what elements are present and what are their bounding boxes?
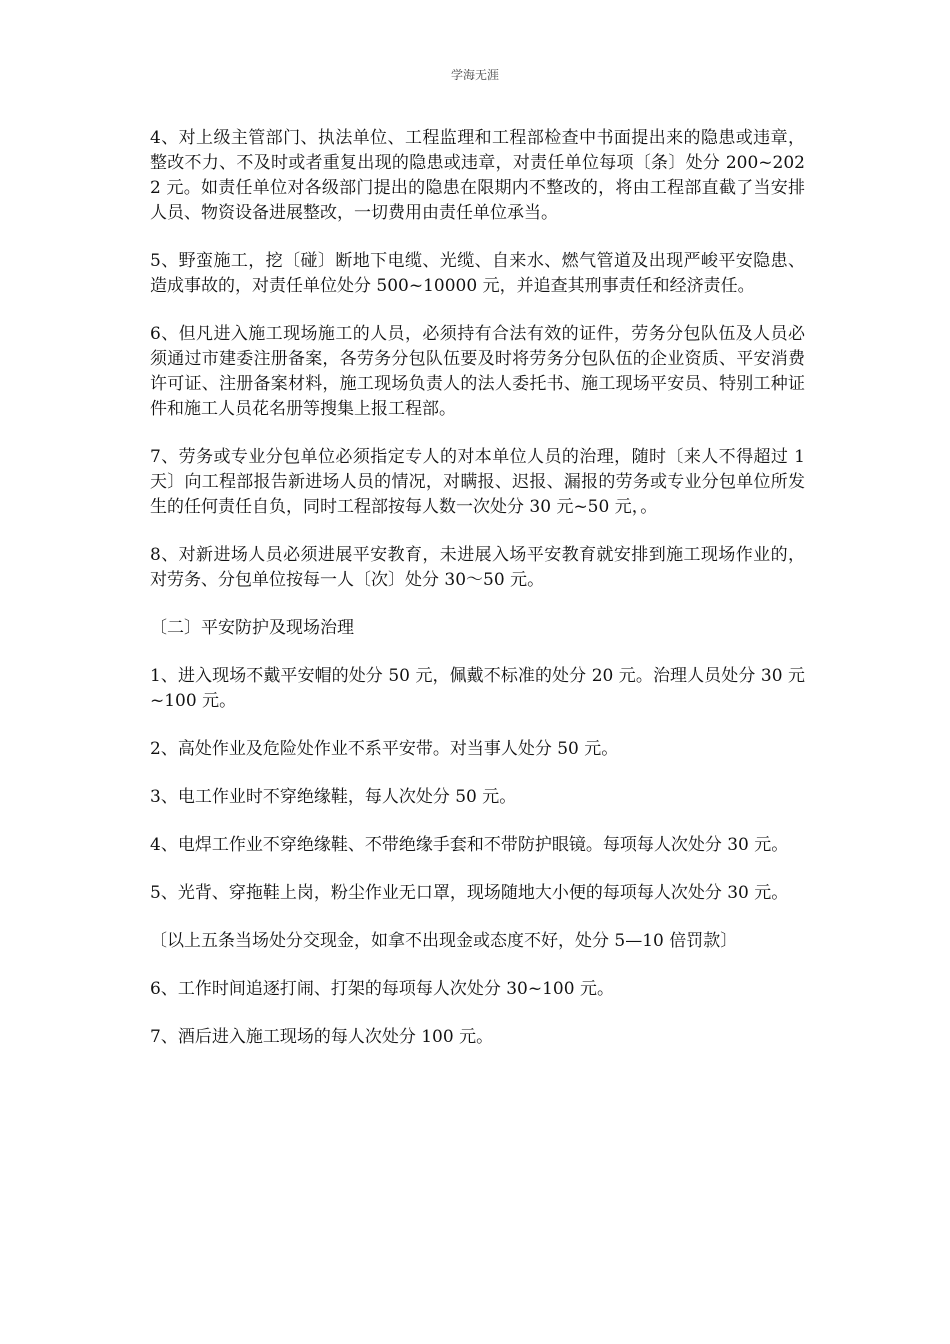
paragraph-item-6-certificates: 6、但凡进入施工现场施工的人员，必须持有合法有效的证件，劳务分包队伍及人员必须通过市建委注册备案，各劳务分包队伍要及时将劳务分包队伍的企业资质、平安消费许可证、注册备案材料，施工现场负责人的法人委托书、施工现场平安员、特别工种证件和施工人员花名册等搜集上报工程部。 bbox=[150, 324, 805, 419]
paragraph-rule-2-safety-belt: 2、高处作业及危险处作业不系平安带。对当事人处分 50 元。 bbox=[150, 739, 619, 759]
paragraph-rule-4-welder-protection: 4、电焊工作业不穿绝缘鞋、不带绝缘手套和不带防护眼镜。每项每人次处分 30 元。 bbox=[150, 835, 789, 855]
paragraph-rule-3-insulated-shoes: 3、电工作业时不穿绝缘鞋，每人次处分 50 元。 bbox=[150, 787, 517, 807]
document-body bbox=[150, 126, 805, 1073]
section-heading-safety-protection: 〔二〕平安防护及现场治理 bbox=[150, 618, 354, 638]
paragraph-rule-7-drinking: 7、酒后进入施工现场的每人次处分 100 元。 bbox=[150, 1027, 494, 1047]
paragraph-item-5-reckless-construction: 5、野蛮施工，挖〔碰〕断地下电缆、光缆、自来水、燃气管道及出现严峻平安隐患、造成事故的，对责任单位处分 500~10000 元，并追查其刑事责任和经济责任。 bbox=[150, 251, 805, 296]
paragraph-item-4-hidden-danger: 4、对上级主管部门、执法单位、工程监理和工程部检查中书面提出来的隐患或违章，整改不力、不及时或者重复出现的隐患或违章，对责任单位每项〔条〕处分 200~2022 元。如责任单位对各级部门提出的隐患在限期内不整改的，将由工程部直截了当安排人员、物资设备进展整改，一切费用由责任单位承当。 bbox=[150, 128, 805, 223]
paragraph-note-cash-penalty: 〔以上五条当场处分交现金，如拿不出现金或态度不好，处分 5—10 倍罚款〕 bbox=[150, 931, 738, 951]
paragraph-rule-5-dress-code: 5、光背、穿拖鞋上岗，粉尘作业无口罩，现场随地大小便的每项每人次处分 30 元。 bbox=[150, 883, 789, 903]
page-header: 学海无涯 bbox=[450, 68, 499, 82]
paragraph-rule-1-helmet: 1、进入现场不戴平安帽的处分 50 元，佩戴不标准的处分 20 元。治理人员处分 30 元~100 元。 bbox=[150, 666, 805, 711]
paragraph-item-8-safety-education: 8、对新进场人员必须进展平安教育，未进展入场平安教育就安排到施工现场作业的，对劳务、分包单位按每一人〔次〕处分 30～50 元。 bbox=[150, 545, 805, 590]
paragraph-rule-6-fighting: 6、工作时间追逐打闹、打架的每项每人次处分 30~100 元。 bbox=[150, 979, 614, 999]
paragraph-item-7-subcontractor-management: 7、劳务或专业分包单位必须指定专人的对本单位人员的治理，随时〔来人不得超过 1 天〕向工程部报告新进场人员的情况，对瞒报、迟报、漏报的劳务或专业分包单位所发生的任何责任自负，同时工程部按每人数一次处分 30 元~50 元，。 bbox=[150, 447, 805, 517]
